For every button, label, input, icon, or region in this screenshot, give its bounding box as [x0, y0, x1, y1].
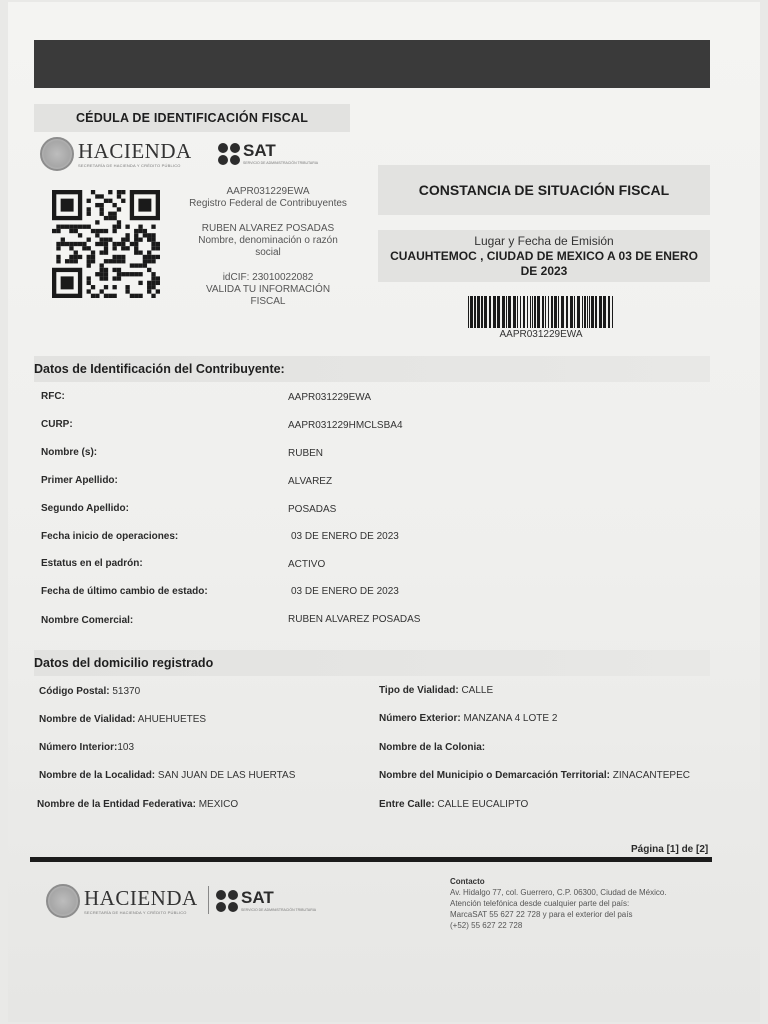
domicilio-heading: Datos del domicilio registrado [34, 650, 710, 676]
dom-localidad-value: SAN JUAN DE LAS HUERTAS [157, 770, 296, 781]
contact-phone-label: Atención telefónica desde cualquier parte del país: [450, 899, 630, 908]
dom-tipo-vialidad [379, 685, 493, 696]
footer-hacienda-subtitle: SECRETARÍA DE HACIENDA Y CRÉDITO PÚBLICO [84, 909, 187, 915]
dom-municipio-label: Nombre del Municipio o Demarcación Territorial: [379, 770, 610, 781]
valida-line2: FISCAL [250, 296, 286, 307]
sat-logo [218, 142, 318, 165]
contact-address: Av. Hidalgo 77, col. Guerrero, C.P. 06300, Ciudad de México. [450, 888, 667, 897]
contact-title: Contacto [450, 877, 485, 886]
dom-numero-exterior-label: Número Exterior: [379, 713, 461, 724]
dom-entre-calle-label: Entre Calle: [379, 799, 435, 810]
footer-logo-divider [208, 886, 209, 914]
dom-numero-exterior [379, 713, 557, 724]
emision-label: Lugar y Fecha de Emisión [474, 234, 614, 248]
field-value-fecha-inicio: 03 DE ENERO DE 2023 [291, 531, 399, 542]
hacienda-subtitle: SECRETARÍA DE HACIENDA Y CRÉDITO PÚBLICO [78, 162, 181, 168]
page-indicator: Página [1] de [2] [631, 844, 709, 855]
field-label-nombre: Nombre (s): [41, 447, 98, 458]
field-value-curp: AAPR031229HMCLSBA4 [288, 420, 403, 431]
dom-tipo-vialidad-label: Tipo de Vialidad: [379, 685, 459, 696]
field-label-estatus: Estatus en el padrón: [41, 558, 143, 569]
field-label-fecha-inicio: Fecha inicio de operaciones: [41, 531, 179, 542]
field-label-ultimo-cambio: Fecha de último cambio de estado: [41, 586, 208, 597]
dom-codigo-postal [39, 686, 140, 697]
footer-national-seal-icon [46, 884, 80, 918]
contact-block [450, 876, 710, 931]
dom-vialidad-value: AHUEHUETES [137, 714, 207, 725]
field-value-nombre-comercial: RUBEN ALVAREZ POSADAS [288, 614, 421, 625]
sat-subtitle: SERVICIO DE ADMINISTRACIÓN TRIBUTARIA [243, 161, 319, 165]
dom-localidad-label: Nombre de la Localidad: [39, 770, 156, 781]
emision-place-line2: DE 2023 [520, 264, 568, 278]
emision-place-line1: CUAUHTEMOC , CIUDAD DE MEXICO A 03 DE ENERO [390, 249, 698, 263]
dom-numero-interior-label: Número Interior: [39, 742, 118, 753]
dom-numero-interior-value: 103 [117, 742, 135, 753]
taxpayer-name: RUBEN ALVAREZ POSADAS [201, 223, 335, 234]
emision-box [378, 230, 710, 282]
header-bar [34, 40, 710, 88]
contribuyente-heading: Datos de Identificación del Contribuyente: [34, 356, 710, 382]
dom-entre-calle-value: CALLE EUCALIPTO [437, 799, 529, 810]
dom-numero-exterior-value: MANZANA 4 LOTE 2 [463, 713, 558, 724]
field-label-rfc: RFC: [41, 391, 65, 402]
dom-tipo-vialidad-value: CALLE [461, 685, 494, 696]
contact-phone: MarcaSAT 55 627 22 728 y para el exterior del país [450, 910, 633, 919]
sat-dots-icon [218, 143, 240, 165]
constancia-title: CONSTANCIA DE SITUACIÓN FISCAL [378, 165, 710, 215]
dom-entre-calle [379, 799, 528, 810]
footer-rule [30, 857, 712, 862]
dom-vialidad-label: Nombre de Vialidad: [39, 714, 136, 725]
footer-sat-dots-icon [216, 890, 238, 912]
dom-municipio-value: ZINACANTEPEC [612, 770, 690, 781]
national-seal-icon [40, 137, 74, 171]
name-caption-line1: Nombre, denominación o razón [198, 235, 338, 246]
sat-wordmark: SAT [243, 141, 276, 160]
barcode-icon [468, 296, 614, 328]
footer-sat-wordmark: SAT [241, 888, 274, 907]
hacienda-wordmark: HACIENDA [78, 138, 192, 163]
field-value-nombre: RUBEN [288, 448, 324, 459]
footer-hacienda-logo [46, 884, 198, 918]
cedula-title: CÉDULA DE IDENTIFICACIÓN FISCAL [34, 104, 350, 132]
dom-numero-interior [39, 742, 134, 753]
barcode-text: AAPR031229EWA [499, 329, 583, 340]
identity-block [178, 186, 358, 308]
field-label-segundo-apellido: Segundo Apellido: [41, 503, 129, 514]
footer-sat-logo [216, 889, 316, 912]
footer-hacienda-wordmark: HACIENDA [84, 885, 198, 910]
field-label-curp: CURP: [41, 419, 73, 430]
dom-municipio [379, 770, 690, 781]
rfc-code: AAPR031229EWA [226, 186, 310, 197]
dom-codigo-postal-label: Código Postal: [39, 686, 110, 697]
rfc-caption: Registro Federal de Contribuyentes [189, 198, 347, 209]
qr-code-icon [52, 188, 160, 300]
dom-entidad-label: Nombre de la Entidad Federativa: [37, 799, 196, 810]
dom-colonia-label: Nombre de la Colonia: [379, 742, 486, 753]
idcif: idCIF: 23010022082 [222, 272, 314, 283]
dom-entidad-value: MEXICO [198, 799, 239, 810]
field-value-ultimo-cambio: 03 DE ENERO DE 2023 [291, 586, 399, 597]
field-value-rfc: AAPR031229EWA [288, 392, 372, 403]
name-caption-line2: social [255, 247, 281, 258]
dom-colonia [379, 742, 485, 753]
hacienda-logo [40, 137, 192, 171]
field-value-primer-apellido: ALVAREZ [288, 476, 333, 487]
dom-codigo-postal-value: 51370 [112, 686, 141, 697]
footer-sat-subtitle: SERVICIO DE ADMINISTRACIÓN TRIBUTARIA [241, 908, 317, 912]
field-value-segundo-apellido: POSADAS [288, 504, 337, 515]
dom-vialidad [39, 714, 206, 725]
field-value-estatus: ACTIVO [288, 559, 326, 570]
field-label-primer-apellido: Primer Apellido: [41, 475, 118, 486]
field-label-nombre-comercial: Nombre Comercial: [41, 615, 134, 626]
dom-localidad [39, 770, 295, 781]
dom-entidad [37, 799, 238, 810]
valida-line1: VALIDA TU INFORMACIÓN [205, 284, 331, 295]
contact-phone-intl: (+52) 55 627 22 728 [450, 921, 523, 930]
